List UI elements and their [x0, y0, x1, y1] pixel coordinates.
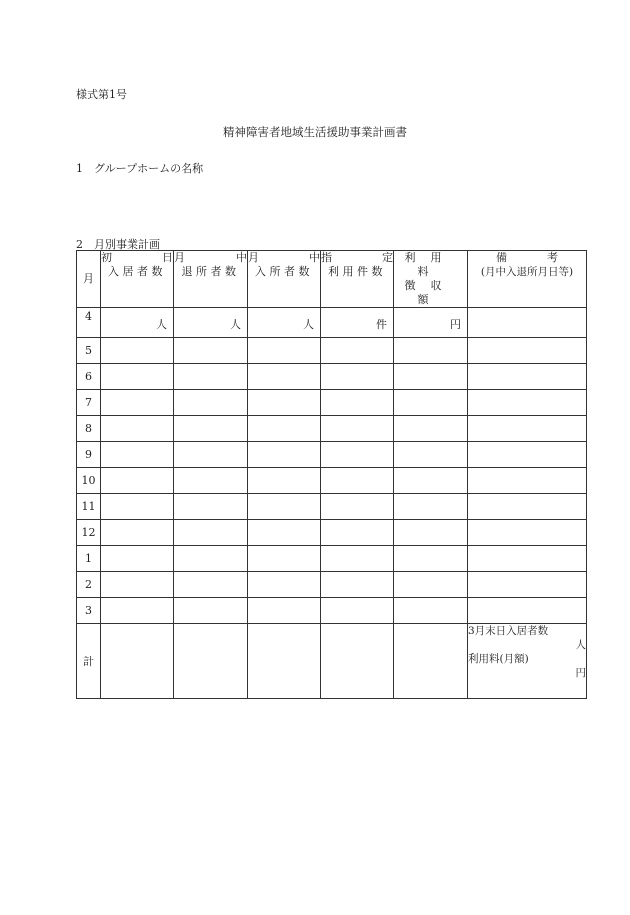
total-designated-use-cell [321, 624, 394, 699]
initial-residents-cell [101, 546, 174, 572]
table-row [77, 572, 587, 598]
header-remarks-bottom: (月中入退所月日等) [480, 266, 574, 278]
month-cell: 6 [77, 364, 101, 390]
total-initial-residents-cell [101, 624, 174, 699]
end-of-march-residents-unit: 人 [575, 639, 586, 651]
month-cell: 11 [77, 494, 101, 520]
header-fee-top: 利用料 [404, 251, 457, 278]
withdrawals-cell [174, 442, 248, 468]
header-withdrawals-bottom: 退所者数 [181, 265, 240, 278]
end-of-march-residents-label: 3月末日入居者数 [468, 625, 549, 637]
header-remarks [468, 251, 587, 308]
admissions-cell [248, 390, 321, 416]
fee-cell [394, 308, 468, 338]
remarks-cell [468, 598, 587, 624]
withdrawals-cell [174, 308, 248, 338]
month-cell: 12 [77, 520, 101, 546]
header-remarks-top-left: 備 [496, 251, 507, 264]
table-row [77, 546, 587, 572]
designated-use-cell [321, 416, 394, 442]
admissions-cell [248, 442, 321, 468]
month-cell: 5 [77, 338, 101, 364]
monthly-plan-table [76, 250, 587, 699]
header-admissions-top-left: 月 [248, 251, 259, 264]
designated-use-cell [321, 308, 394, 338]
fee-cell [394, 494, 468, 520]
header-withdrawals-top-left: 月 [174, 251, 185, 264]
unit-label: 人 [156, 318, 167, 331]
admissions-cell [248, 572, 321, 598]
admissions-cell [248, 338, 321, 364]
remarks-cell [468, 442, 587, 468]
table-row [77, 520, 587, 546]
header-withdrawals-top-right: 中 [236, 251, 247, 264]
header-initial-residents-top-right: 日 [162, 251, 173, 264]
header-initial-residents-top-left: 初 [101, 251, 112, 264]
unit-label: 件 [376, 318, 387, 331]
total-admissions-cell [248, 624, 321, 699]
remarks-cell [468, 390, 587, 416]
initial-residents-cell [101, 494, 174, 520]
remarks-cell [468, 468, 587, 494]
header-admissions-bottom: 入所者数 [255, 265, 313, 278]
withdrawals-cell [174, 494, 248, 520]
month-cell: 2 [77, 572, 101, 598]
table-header-row [77, 251, 587, 308]
table-row [77, 390, 587, 416]
month-cell: 10 [77, 468, 101, 494]
withdrawals-cell [174, 572, 248, 598]
document-title: 精神障害者地域生活援助事業計画書 [223, 125, 407, 139]
unit-label: 人 [230, 318, 241, 331]
designated-use-cell [321, 572, 394, 598]
initial-residents-cell [101, 364, 174, 390]
unit-label: 円 [450, 318, 461, 331]
table-row [77, 338, 587, 364]
table-row [77, 494, 587, 520]
form-number: 様式第1号 [76, 88, 127, 101]
initial-residents-cell [101, 598, 174, 624]
admissions-cell [248, 598, 321, 624]
initial-residents-cell [101, 338, 174, 364]
remarks-cell [468, 308, 587, 338]
table-row [77, 468, 587, 494]
withdrawals-cell [174, 390, 248, 416]
designated-use-cell [321, 546, 394, 572]
header-admissions-top-right: 中 [309, 251, 320, 264]
month-cell: 8 [77, 416, 101, 442]
designated-use-cell [321, 364, 394, 390]
table-row [77, 442, 587, 468]
fee-cell [394, 442, 468, 468]
month-cell: 7 [77, 390, 101, 416]
total-row [77, 624, 587, 699]
designated-use-cell [321, 468, 394, 494]
remarks-cell [468, 546, 587, 572]
fee-cell [394, 520, 468, 546]
month-cell: 1 [77, 546, 101, 572]
withdrawals-cell [174, 338, 248, 364]
admissions-cell [248, 468, 321, 494]
header-designated-use-top-right: 定 [382, 251, 393, 264]
remarks-cell [468, 338, 587, 364]
total-label: 計 [77, 624, 101, 699]
admissions-cell [248, 546, 321, 572]
header-designated-use-bottom: 利用件数 [328, 265, 386, 278]
withdrawals-cell [174, 416, 248, 442]
withdrawals-cell [174, 364, 248, 390]
remarks-cell [468, 520, 587, 546]
initial-residents-cell [101, 520, 174, 546]
header-fee [394, 251, 468, 308]
fee-cell [394, 416, 468, 442]
admissions-cell [248, 364, 321, 390]
table-row [77, 308, 587, 338]
table-row [77, 598, 587, 624]
initial-residents-cell [101, 442, 174, 468]
header-initial-residents [101, 251, 174, 308]
total-fee-cell [394, 624, 468, 699]
designated-use-cell [321, 338, 394, 364]
header-remarks-top-right: 考 [547, 251, 558, 264]
remarks-cell [468, 494, 587, 520]
fee-cell [394, 572, 468, 598]
section-2-label: 月別事業計画 [94, 238, 160, 251]
withdrawals-cell [174, 598, 248, 624]
total-withdrawals-cell [174, 624, 248, 699]
header-admissions [248, 251, 321, 308]
header-designated-use-top-left: 指 [321, 251, 332, 264]
section-2-number: 2 [76, 238, 83, 251]
remarks-cell [468, 364, 587, 390]
fee-cell [394, 390, 468, 416]
section-1-label: グループホームの名称 [94, 162, 204, 175]
fee-cell [394, 338, 468, 364]
month-cell: 4 [77, 308, 101, 338]
admissions-cell [248, 494, 321, 520]
section-1-number: 1 [76, 162, 83, 175]
initial-residents-cell [101, 416, 174, 442]
initial-residents-cell [101, 308, 174, 338]
fee-cell [394, 468, 468, 494]
withdrawals-cell [174, 546, 248, 572]
table-row [77, 364, 587, 390]
total-remarks-cell [468, 624, 587, 699]
fee-cell [394, 598, 468, 624]
table-row [77, 416, 587, 442]
admissions-cell [248, 416, 321, 442]
fee-cell [394, 364, 468, 390]
monthly-fee-label: 利用料(月額) [468, 653, 529, 665]
designated-use-cell [321, 520, 394, 546]
designated-use-cell [321, 442, 394, 468]
month-cell: 9 [77, 442, 101, 468]
fee-cell [394, 546, 468, 572]
header-fee-bottom: 徴収額 [404, 279, 457, 306]
header-initial-residents-bottom: 入居者数 [108, 265, 166, 278]
section-1-heading [76, 160, 203, 176]
admissions-cell [248, 520, 321, 546]
unit-label: 人 [303, 318, 314, 331]
withdrawals-cell [174, 520, 248, 546]
header-withdrawals [174, 251, 248, 308]
month-cell: 3 [77, 598, 101, 624]
initial-residents-cell [101, 572, 174, 598]
admissions-cell [248, 308, 321, 338]
initial-residents-cell [101, 390, 174, 416]
initial-residents-cell [101, 468, 174, 494]
remarks-cell [468, 416, 587, 442]
monthly-fee-unit: 円 [575, 667, 586, 679]
designated-use-cell [321, 494, 394, 520]
remarks-cell [468, 572, 587, 598]
designated-use-cell [321, 390, 394, 416]
header-designated-use [321, 251, 394, 308]
designated-use-cell [321, 598, 394, 624]
header-month: 月 [77, 251, 101, 308]
withdrawals-cell [174, 468, 248, 494]
